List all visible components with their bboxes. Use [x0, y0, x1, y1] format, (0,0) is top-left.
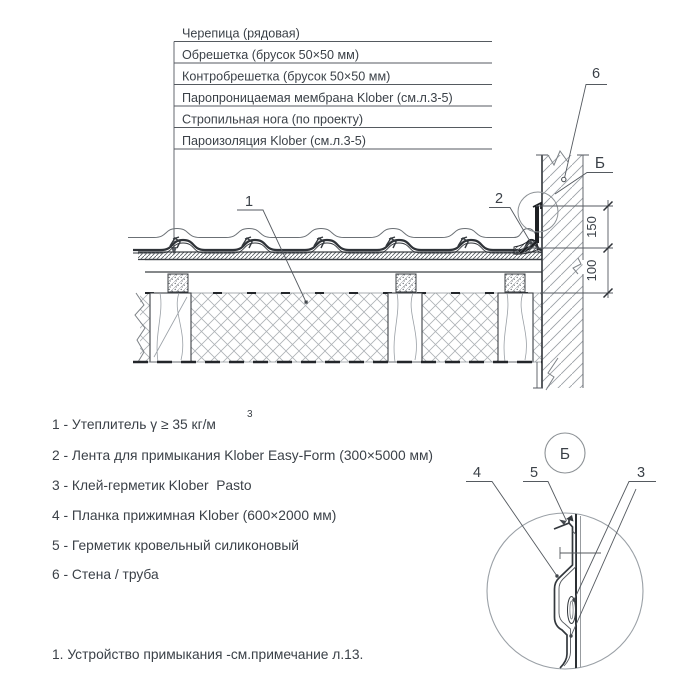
leader-dot [305, 301, 308, 304]
layer-label-counter-batten: Контробрешетка (брусок 50×50 мм) [182, 69, 391, 84]
callout-1-label: 1 [244, 194, 254, 210]
callout-3-label: 3 [636, 465, 646, 481]
insulation-layer [135, 293, 542, 362]
roof-tile-layer [128, 229, 542, 254]
batten-board [145, 260, 542, 273]
counter-batten-block [505, 274, 525, 292]
legend-item-1: 1 - Утеплитель γ ≥ 35 кг/м [52, 417, 216, 432]
detail-view-b [466, 433, 656, 669]
legend-item-4: 4 - Планка прижимная Klober (600×2000 мм) [52, 508, 337, 523]
callout-6-label: 6 [591, 66, 601, 82]
leader-dot [569, 634, 572, 637]
callout-tape [489, 191, 533, 245]
membrane-strip [138, 252, 542, 260]
counter-batten-block [168, 274, 188, 292]
legend-item-3: 3 - Клей-герметик Klober Pasto [52, 478, 252, 493]
layer-label-batten: Обрешетка (брусок 50×50 мм) [182, 48, 360, 62]
layer-label-membrane: Паропроницаемая мембрана Klober (см.л.3-5) [182, 91, 453, 105]
rafter [150, 293, 191, 362]
legend [52, 409, 433, 582]
detail-boundary-circle [487, 513, 643, 669]
marker-b-label: Б [594, 155, 606, 172]
sheet-note: 1. Устройство примыкания -см.примечание л.13. [52, 647, 364, 662]
dim-150-label: 150 [584, 216, 599, 238]
detail-plank-outer [554, 518, 573, 668]
layer-label-rafter: Стропильная нога (по проекту) [182, 112, 364, 127]
leader-dot [529, 241, 532, 244]
detail-b-label: Б [559, 446, 571, 463]
detail-content [554, 513, 601, 669]
legend-item-1-superscript: 3 [247, 409, 253, 420]
callout-5-label: 5 [529, 465, 539, 481]
layer-label-tile: Черепица (рядовая) [182, 26, 300, 41]
layer-label-vapor-barrier: Пароизоляция Klober (см.л.3-5) [182, 134, 366, 148]
dim-100-label: 100 [584, 259, 599, 282]
leader-dot [555, 574, 558, 577]
counter-battens [168, 274, 525, 292]
leader-circle-dot [562, 177, 566, 181]
wall-section [533, 151, 589, 390]
callout-4-label: 4 [472, 465, 482, 481]
counter-batten-block [396, 274, 416, 292]
rafter [388, 293, 422, 362]
legend-item-6: 6 - Стена / труба [52, 567, 159, 582]
callout-2-label: 2 [494, 191, 504, 207]
tile-top-outline [128, 229, 542, 238]
leader-dot [572, 598, 575, 601]
roof-section [128, 229, 542, 363]
legend-item-2: 2 - Лента для примыкания Klober Easy-Form (300×5000 мм) [52, 448, 434, 463]
layer-label-table [171, 27, 492, 256]
detail-callout-glue [569, 465, 656, 638]
legend-item-5: 5 - Герметик кровельный силиконовый [52, 538, 299, 553]
rafter [498, 293, 533, 362]
